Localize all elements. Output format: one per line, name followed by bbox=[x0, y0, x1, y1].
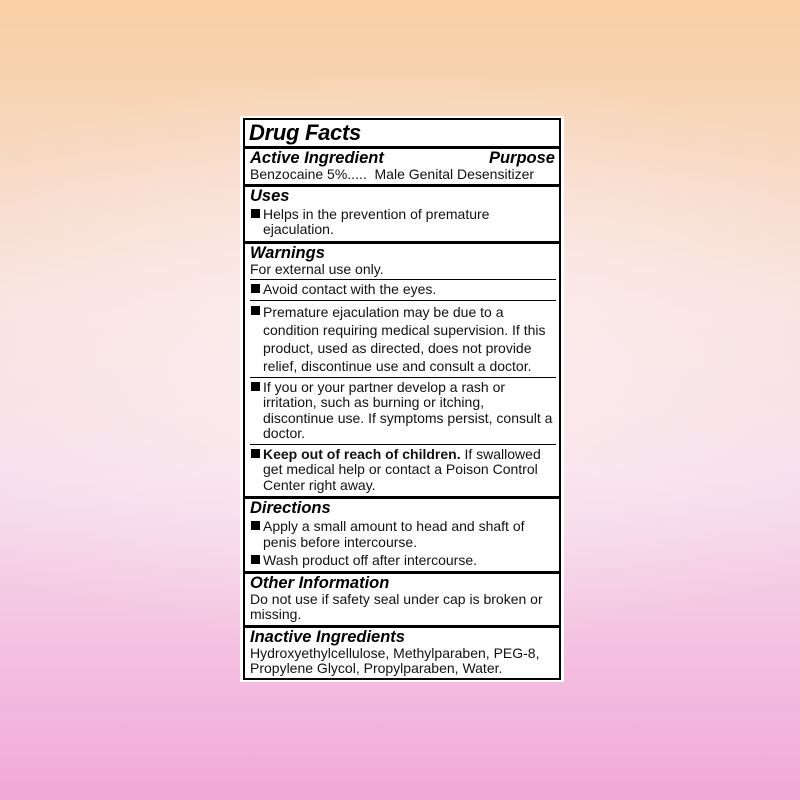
bullet-square-icon bbox=[251, 521, 260, 530]
purpose-heading: Purpose bbox=[488, 149, 555, 167]
other-information-heading: Other Information bbox=[250, 573, 390, 592]
warnings-intro: For external use only. bbox=[250, 262, 556, 281]
inactive-ingredients-section bbox=[245, 628, 559, 678]
other-information-section bbox=[245, 574, 559, 628]
directions-heading: Directions bbox=[250, 499, 331, 517]
warning-item: If you or your partner develop a rash or irritation, such as burning or itching, discontinue use. If symptoms persist, consult a doctor. bbox=[250, 380, 556, 445]
active-ingredient-line: Benzocaine 5%..... Male Genital Desensitizer bbox=[250, 166, 535, 182]
uses-heading: Uses bbox=[250, 186, 290, 205]
bullet-square-icon bbox=[251, 306, 260, 315]
uses-section bbox=[245, 187, 559, 244]
bullet-square-icon bbox=[251, 209, 260, 218]
active-ingredient-section bbox=[245, 149, 559, 187]
bullet-square-icon bbox=[251, 555, 260, 564]
drug-facts-label bbox=[240, 116, 564, 682]
other-information-text: Do not use if safety seal under cap is broken or missing. bbox=[250, 590, 543, 622]
keep-out-rest: If swallowed get medical help or contact a Poison Control Center right away. bbox=[263, 445, 541, 493]
bullet-square-icon bbox=[251, 449, 260, 458]
warnings-heading: Warnings bbox=[250, 243, 325, 262]
inactive-ingredients-heading: Inactive Ingredients bbox=[250, 627, 405, 646]
warning-item: Avoid contact with the eyes. bbox=[250, 282, 556, 301]
bullet-square-icon bbox=[251, 284, 260, 293]
keep-out-warning bbox=[250, 447, 556, 496]
warning-item: Premature ejaculation may be due to a condition requiring medical supervision. If this product, used as directed, does not provide relief, discontinue use and consult a doctor. bbox=[250, 303, 556, 378]
inactive-ingredients-text: Hydroxyethylcellulose, Methylparaben, PEG-8, Propylene Glycol, Propylparaben, Water. bbox=[250, 644, 540, 676]
direction-item: Wash product off after intercourse. bbox=[250, 553, 555, 569]
direction-item: Apply a small amount to head and shaft of penis before intercourse. bbox=[250, 519, 555, 550]
bullet-square-icon bbox=[251, 382, 260, 391]
keep-out-bold: Keep out of reach of children. bbox=[263, 445, 461, 462]
directions-section bbox=[245, 499, 559, 574]
active-ingredient-heading: Active Ingredient bbox=[250, 149, 384, 167]
drug-facts-title: Drug Facts bbox=[245, 120, 559, 149]
warnings-section bbox=[245, 244, 559, 500]
uses-item: Helps in the prevention of premature ejaculation. bbox=[250, 207, 555, 238]
drug-facts-box bbox=[243, 118, 561, 680]
